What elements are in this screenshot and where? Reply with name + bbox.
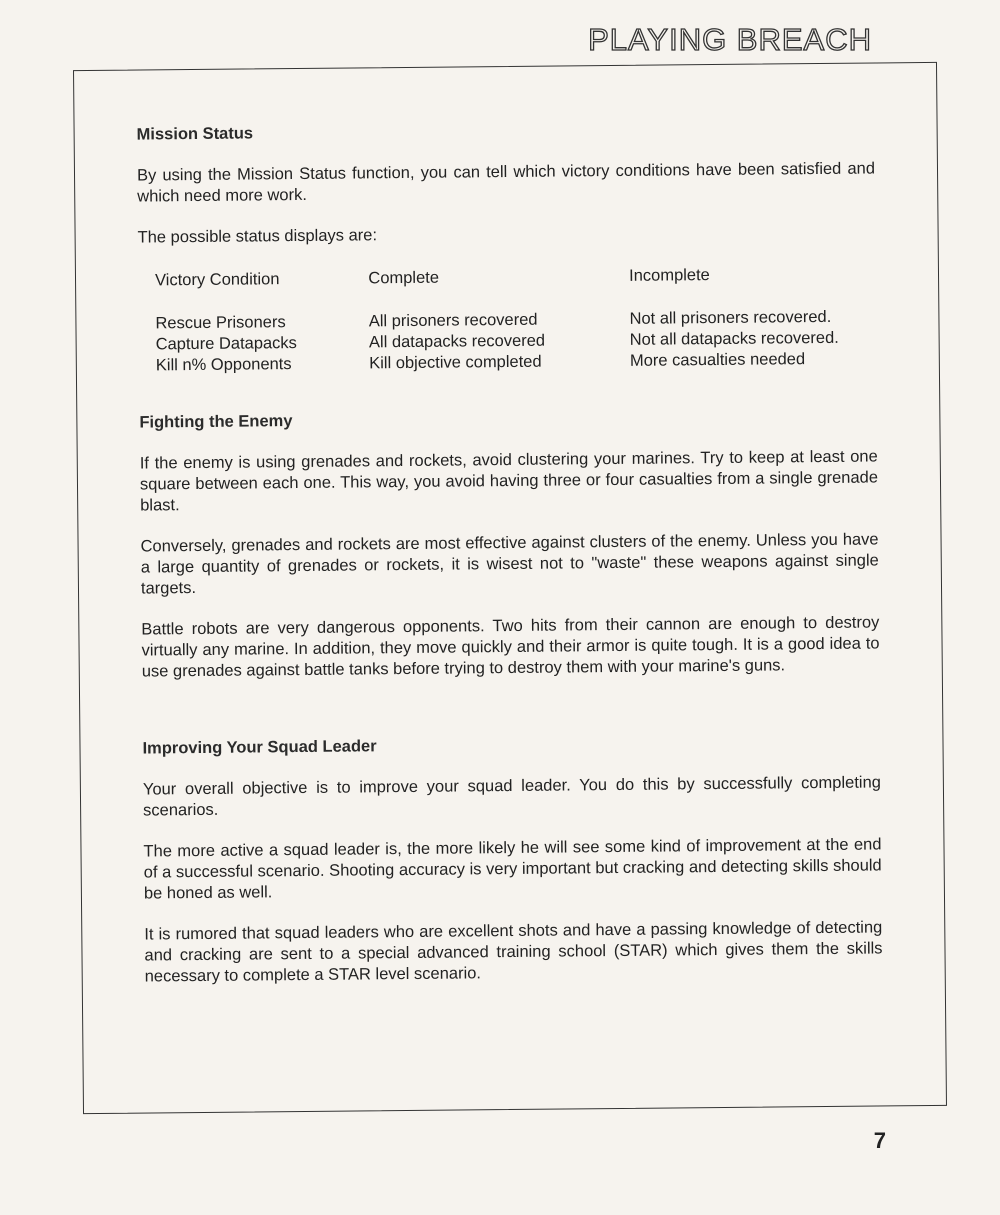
page-content bbox=[137, 117, 883, 1007]
improving-paragraph: Your overall objective is to improve your squad leader. You do this by successfully completing scenarios. bbox=[142, 773, 881, 820]
complete-cell: Kill objective completed bbox=[369, 352, 542, 373]
incomplete-cell: More casualties needed bbox=[629, 350, 806, 370]
fighting-heading: Fighting the Enemy bbox=[139, 412, 293, 432]
content-frame bbox=[73, 62, 947, 1114]
status-table bbox=[155, 263, 877, 376]
complete-cell: All datapacks recovered bbox=[368, 331, 546, 352]
page-header-title: PLAYING BREACH bbox=[588, 22, 872, 57]
status-displays-intro: The possible status displays are: bbox=[137, 226, 378, 247]
mission-status-intro: By using the Mission Status function, you can tell which victory conditions have been satisfied and which need more work. bbox=[136, 159, 876, 206]
fighting-paragraph: Conversely, grenades and rockets are most effective against clusters of the enemy. Unless you have a large quantity of grenades or rockets, it is wisest not to "waste" these weapons against single targets. bbox=[140, 530, 879, 598]
incomplete-cell: Not all prisoners recovered. bbox=[629, 307, 832, 328]
header-victory-condition: Victory Condition bbox=[154, 270, 280, 290]
condition-cell: Rescue Prisoners bbox=[155, 313, 286, 333]
incomplete-cell: Not all datapacks recovered. bbox=[629, 328, 839, 349]
mission-status-heading: Mission Status bbox=[136, 124, 254, 144]
fighting-paragraph: Battle robots are very dangerous opponents. Two hits from their cannon are enough to destroy virtually any marine. In addition, they move quickly and their armor is quite tough. It is a good idea to use grenades against battle tanks before trying to destroy them with your marine's guns. bbox=[141, 613, 880, 681]
improving-paragraph: It is rumored that squad leaders who are excellent shots and have a passing knowledge of detecting and cracking are sent to a special advanced training school (STAR) which gives them the skills necessary to complete a STAR level scenario. bbox=[144, 918, 883, 986]
header-complete: Complete bbox=[368, 268, 440, 288]
complete-cell: All prisoners recovered bbox=[368, 310, 538, 331]
condition-cell: Capture Datapacks bbox=[155, 334, 297, 354]
improving-paragraph: The more active a squad leader is, the more likely he will see some kind of improvement at the end of a successful scenario. Shooting accuracy is very important but cracking and detecting skills should be honed as well. bbox=[143, 835, 882, 903]
improving-heading: Improving Your Squad Leader bbox=[142, 737, 377, 758]
status-table-header bbox=[155, 263, 876, 291]
fighting-paragraph: If the enemy is using grenades and rockets, avoid clustering your marines. Try to keep at least one square between each one. This way, you avoid having three or four casualties from a single grenade blast. bbox=[139, 447, 879, 515]
header-incomplete: Incomplete bbox=[629, 266, 710, 285]
condition-cell: Kill n% Opponents bbox=[155, 355, 292, 375]
page-number: 7 bbox=[873, 1128, 886, 1153]
